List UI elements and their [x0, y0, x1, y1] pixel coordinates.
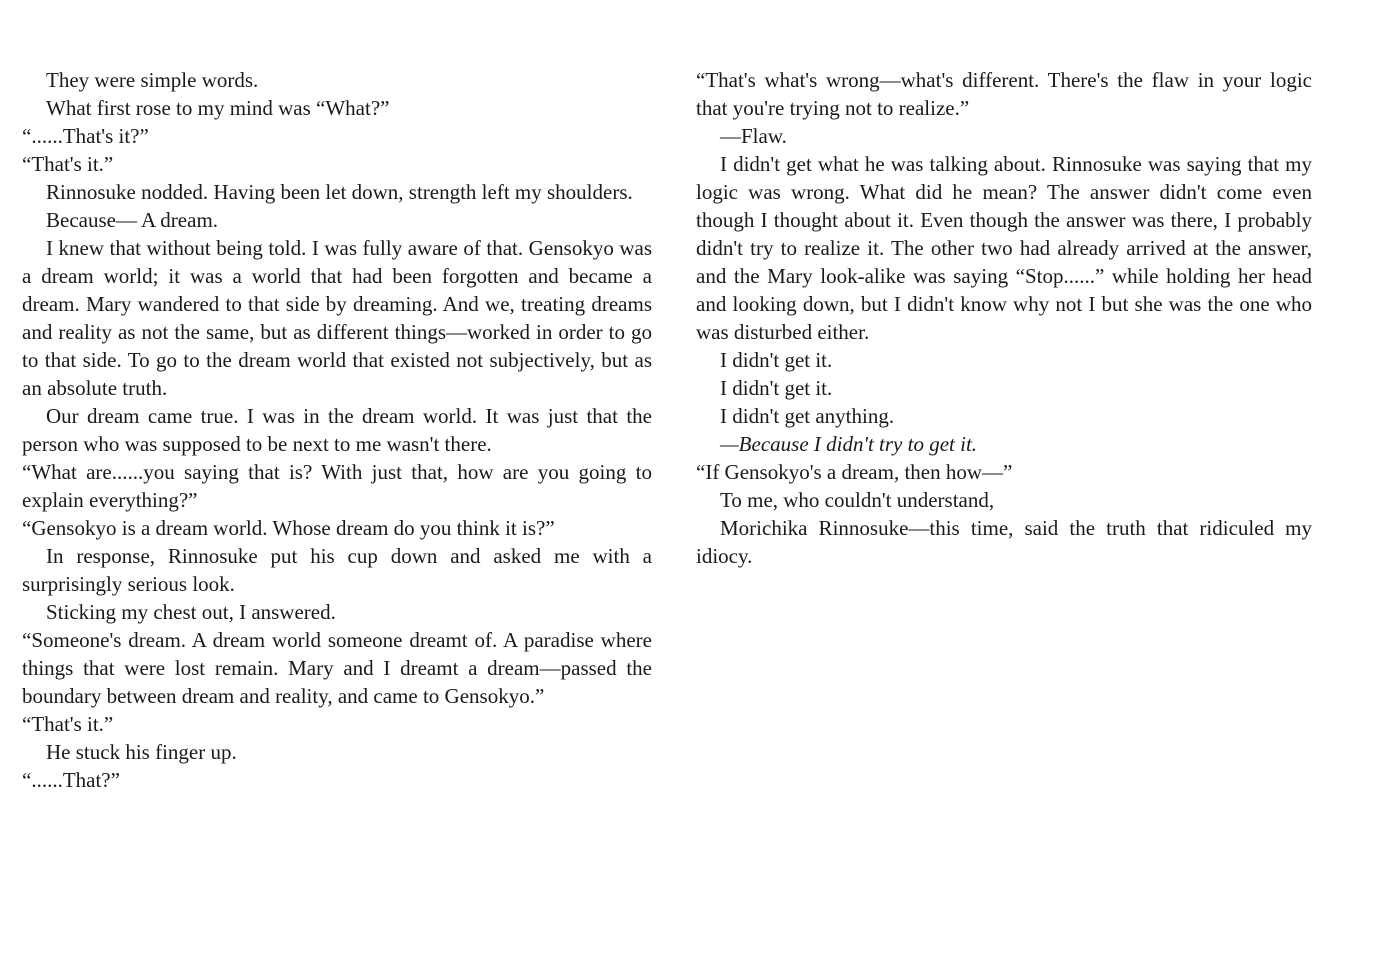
paragraph: Morichika Rinnosuke—this time, said the truth that ridiculed my idiocy. [696, 516, 1312, 568]
paragraph: What first rose to my mind was “What?” [46, 96, 390, 120]
paragraph: I didn't get what he was talking about. Rinnosuke was saying that my logic was wrong. What did he mean? The answer didn't come even though I thought about it. Even though the answer was there, I probably didn't try to realize it. The other two had already arrived at the answer, and the Mary look-alike was saying “Stop......” while holding her head and looking down, but I didn't know why not I but she was the one who was disturbed either. [696, 152, 1312, 344]
paragraph: I didn't get anything. [720, 404, 895, 428]
paragraph: In response, Rinnosuke put his cup down and asked me with a surprisingly serious look. [22, 544, 652, 596]
paragraph: I knew that without being told. I was fully aware of that. Gensokyo was a dream world; it was a world that had been forgotten and became a dream. Mary wandered to that side by dreaming. And we, treating dreams and reality as not the same, but as different things—worked in order to go to that side. To go to the dream world that existed not subjectively, but as an absolute truth. [22, 236, 652, 400]
paragraph: They were simple words. [46, 68, 259, 92]
paragraph: “If Gensokyo's a dream, then how—” [696, 460, 1013, 484]
paragraph: “That's it.” [22, 712, 114, 736]
paragraph: Because— A dream. [46, 208, 219, 232]
paragraph: “That's what's wrong—what's different. There's the flaw in your logic that you're trying not to realize.” [696, 68, 1312, 120]
paragraph-italic: —Because I didn't try to get it. [720, 432, 978, 456]
paragraph: —Flaw. [720, 124, 787, 148]
paragraph: “Someone's dream. A dream world someone dreamt of. A paradise where things that were lost remain. Mary and I dreamt a dream—passed the boundary between dream and reality, and came to Gensokyo.” [22, 628, 652, 708]
paragraph: “......That's it?” [22, 124, 149, 148]
paragraph: I didn't get it. [720, 376, 833, 400]
paragraph: “What are......you saying that is? With just that, how are you going to explain everything?” [22, 460, 652, 512]
paragraph: Sticking my chest out, I answered. [46, 600, 336, 624]
paragraph: “......That?” [22, 768, 120, 792]
paragraph: To me, who couldn't understand, [720, 488, 995, 512]
paragraph: He stuck his finger up. [46, 740, 237, 764]
paragraph: “Gensokyo is a dream world. Whose dream do you think it is?” [22, 516, 555, 540]
paragraph: I didn't get it. [720, 348, 833, 372]
right-page [696, 66, 1312, 570]
paragraph: Our dream came true. I was in the dream world. It was just that the person who was supposed to be next to me wasn't there. [22, 404, 652, 456]
paragraph: Rinnosuke nodded. Having been let down, strength left my shoulders. [46, 180, 633, 204]
paragraph: “That's it.” [22, 152, 114, 176]
left-page [22, 66, 652, 794]
